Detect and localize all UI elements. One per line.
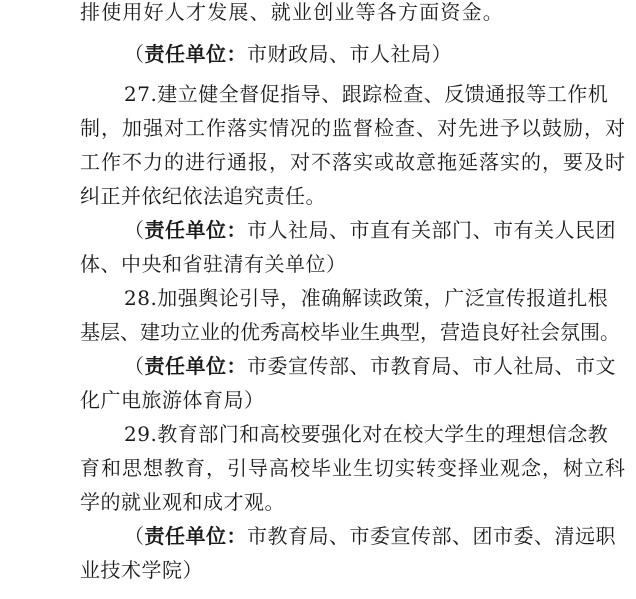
line-text: 排使用好人才发展、就业创业等各方面资金。 (80, 0, 504, 24)
text-line (80, 2, 504, 22)
text-line (80, 492, 285, 512)
responsible-unit-text: 市教育局、市委宣传部、团市委、清远职 (247, 524, 616, 548)
responsible-unit-label: 责任单位： (144, 218, 247, 242)
text-line (80, 560, 203, 580)
responsible-unit-label: 责任单位： (144, 354, 247, 378)
open-paren: （ (124, 354, 145, 378)
line-text: 学的就业观和成才观。 (80, 490, 285, 514)
line-text: 体、中央和省驻清有关单位） (80, 252, 347, 276)
open-paren: （ (124, 42, 145, 66)
line-text: 育和思想教育，引导高校毕业生切实转变择业观念，树立科 (80, 456, 626, 480)
responsible-unit-line (124, 44, 452, 64)
responsible-unit-line (124, 526, 616, 546)
line-text: 27.建立健全督促指导、跟踪检查、反馈通报等工作机 (124, 82, 609, 106)
line-text: 工作不力的进行通报，对不落实或故意拖延落实的，要及时 (80, 150, 626, 174)
text-line (80, 118, 626, 138)
responsible-unit-text: 市财政局、市人社局） (247, 42, 452, 66)
text-line (80, 322, 620, 342)
clause-29-line (124, 424, 608, 444)
responsible-unit-text: 市人社局、市直有关部门、市有关人民团 (247, 218, 616, 242)
open-paren: （ (124, 524, 145, 548)
text-line (80, 186, 326, 206)
line-text: 业技术学院） (80, 558, 203, 582)
text-line (80, 254, 347, 274)
line-text: 基层、建功立业的优秀高校毕业生典型，营造良好社会氛围。 (80, 320, 620, 344)
text-line (80, 458, 626, 478)
line-text: 化广电旅游体育局） (80, 388, 265, 412)
responsible-unit-label: 责任单位： (144, 524, 247, 548)
responsible-unit-label: 责任单位： (144, 42, 247, 66)
line-text: 纠正并依纪依法追究责任。 (80, 184, 326, 208)
line-text: 28.加强舆论引导，准确解读政策，广泛宣传报道扎根 (124, 286, 609, 310)
line-text: 制，加强对工作落实情况的监督检查、对先进予以鼓励，对 (80, 116, 626, 140)
responsible-unit-line (124, 356, 616, 376)
open-paren: （ (124, 218, 145, 242)
clause-28-line (124, 288, 608, 308)
line-text: 29.教育部门和高校要强化对在校大学生的理想信念教 (124, 422, 609, 446)
text-line (80, 152, 626, 172)
responsible-unit-text: 市委宣传部、市教育局、市人社局、市文 (247, 354, 616, 378)
clause-27-line (124, 84, 608, 104)
responsible-unit-line (124, 220, 616, 240)
text-line (80, 390, 265, 410)
